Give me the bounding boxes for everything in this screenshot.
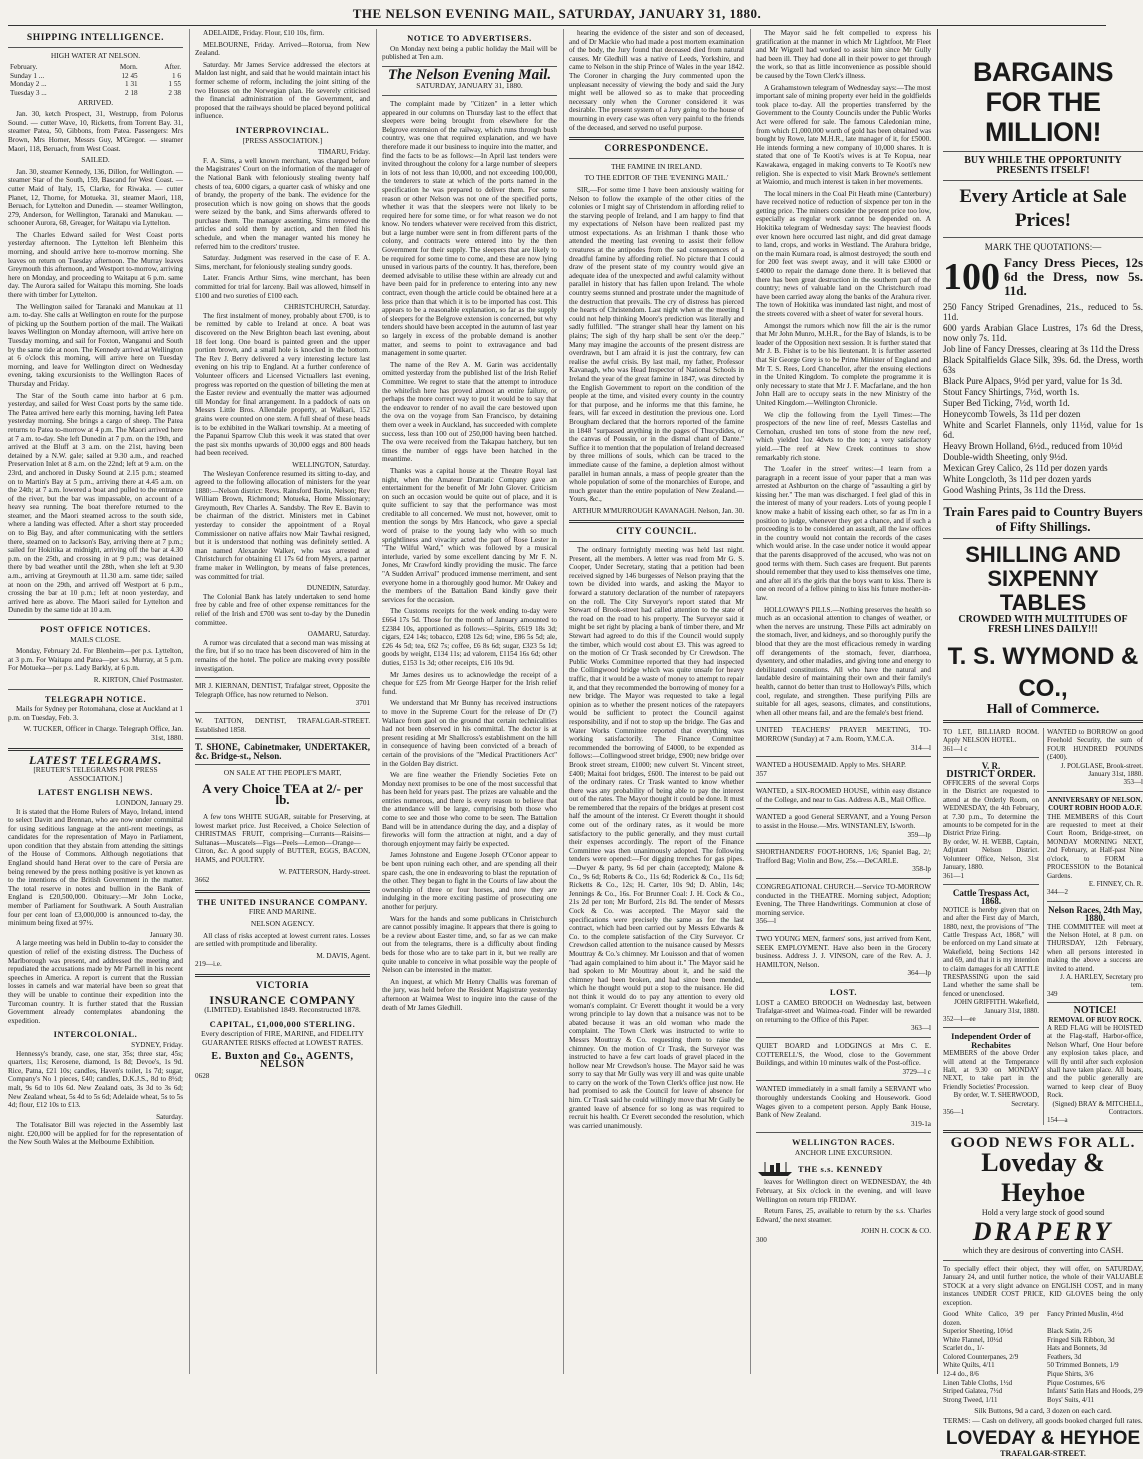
oamaru-news: A rumor was circulated that a second man was missing at the fire, but if so no trace has been discovered of him in the remains of the hotel. The police are making every possible investigation. bbox=[195, 638, 370, 673]
drapery-price: Fancy Printed Muslin, 4½d bbox=[1047, 1309, 1124, 1318]
columns bbox=[8, 29, 1143, 1459]
divider bbox=[569, 520, 744, 523]
holloway-ad: HOLLOWAY'S PILLS.—Nothing preserves the health so much as an occasional attention to changes of weather, or when the nerves are unstrung. These Pills act admirably on the stomach, liver, and kidneys, and so thoroughly purify the blood that they are the most efficacious remedy in warding off derangements of the stomach, fever, diarrhoea, dysentery, and other maladies, and giving tone and energy to debilitated constitutions. All who have the natural and laudable desire of maintaining their own and their family's health, cannot do better than trust to Holloway's Pills, which cool, regulate, and strengthen. These purifying Pills are suitable for all ages, seasons, climates, and constitutions, when all other means fail, and are the female's best friend. bbox=[756, 605, 931, 717]
drapery-price: White Flannel, 10½d bbox=[943, 1335, 1003, 1344]
drapery-price: Superior Sheeting, 10½d bbox=[943, 1327, 1013, 1336]
rechabites-body: MEMBERS of the above Order will attend at the Temperance Hall, at 9.30 on MONDAY NEXT, to take part in the Friendly Societies' Procession. bbox=[943, 1049, 1039, 1091]
notices-right bbox=[1043, 728, 1143, 1125]
oconnor-news: James Johnstone and Eugene Joseph O'Conor appear to be bent upon ruining each other, and are spending all their spare cash, the one in endeavoring to blast the reputation of the other. They began to fight in the Courts of law about the ownership of three or four horses, and now they are indulging in the more exciting pastime of prosecuting one another for perjury. bbox=[382, 851, 557, 911]
shorthorn-ad: SHORTHANDERS' FOOT-HORNS, 1/6; Spaniel Bag, 2/; Trafford Bag; Violin and Bow, 25s.—DeCARLE. bbox=[756, 848, 931, 865]
dateline: January 30. bbox=[149, 930, 183, 939]
price-item: Good Washing Prints, 3s 11d the Dress. bbox=[943, 485, 1086, 495]
christchurch-news: The first instalment of money, probably about £700, is to be remitted by cable to Ireland at once. A boat was discovered on the New Brighton beach last evening, about 18 feet long. One board is painted green and the upper portion brown, and a small hole is knocked in the bottom. The Rev J. Berry delivered a very interesting lecture last evening on his trip to England. At a further conference of Volunteer officers and Licensed Victuallers last evening, progress was reported on the question of billeting the men at the Easter review and eventually the matter was adjourned till Monday for final arrangement. In a paddock of oats on Messrs Little Bros. Allendale property, at Walkari, 152 grains were counted on one stem. A full sheaf of these heads is to be exhibited in the Walkari township. At a meeting of the Papanui Sparrow Club this week it was stated that over the past six months upwards of 30,000 eggs and 800 heads had been received. bbox=[195, 311, 370, 458]
buoy-title: REMOVAL OF BUOY ROCK. bbox=[1048, 1015, 1142, 1024]
price-item: Black Spitalfields Glace Silk, 39s. 6d. the Dress, worth 63s bbox=[943, 355, 1143, 375]
lost-title: LOST. bbox=[829, 986, 858, 997]
mark-quotations: MARK THE QUOTATIONS:— bbox=[984, 242, 1102, 252]
drapery-price: Black Satin, 2/6 bbox=[1047, 1327, 1092, 1336]
drapery-price: 12-4 do., 8/6 bbox=[943, 1370, 979, 1379]
drapery-word: DRAPERY bbox=[972, 1216, 1114, 1246]
wellington-news: The Wesleyan Conference resumed its sitting to-day, and agreed to the following allocation of ministers for the year 1880:—Nelson district: Revs. Rainsford Bavin, Nelson; Rev William Brown, Richmond; Motueka, Home Missionary; Greymouth, Rev Charles A. Sandsby. The Rev E. Bavin to be chairman of the district. Ministers met in Cabinet yesterday to consider the appointment of a Royal Commissioner on native affairs now Mair Tawhai resigned, but it is understood that nothing was definitely settled. A man named Alexander Walker, who was arrested at Christchurch for obtaining £1 17s 6d from Myers, a partner frame maker in Wellington, by means of false pretences, was committed for trial. bbox=[195, 469, 370, 581]
ad-number: 361—1 bbox=[943, 871, 964, 880]
dateline: TIMARU, Friday. bbox=[317, 148, 370, 157]
ad-number: 358-lp bbox=[912, 865, 931, 874]
price-item: White Longcloth, 3s 11d per dozen yards bbox=[943, 474, 1092, 484]
united-sub: FIRE AND MARINE. bbox=[248, 907, 317, 917]
divider bbox=[195, 890, 370, 893]
divider bbox=[756, 982, 931, 983]
famine-letter: SIR,—For some time I have been anxiously waiting for Nelson to follow the example of the other cities of the colonies or I might say of Christendom in affording relief to the starving people of Ireland, and I am happy to find that my expectations of Nelson have been realized past my utmost expectations. As an Irishman I thank those who attended the meeting last evening to assist their fellow creatures at the antipodes from the sad consequences of a dreadful famine by affording relief. No picture that I could draw of the present state of my country would give an adequate idea of the unexpected and awful calamity without parallel in history that has fallen upon Ireland. The whole country seems stunned and prostrate under the magnitude of the destruction that prevails. The cry of distress has pierced the hearts of Christendom. Last night when at the meeting I could not help thinking Moore's prediction was literally and sadly fulfilled. "The stranger shall hear thy lament on his plains; The sigh of thy harp shall be sent o'er the deep." Many may imagine the accounts of the present distress are overdrawn, but I am afraid it is just the contrary, few can realise the awful crisis. By last mail, my father, Professor Kavanagh, who was Head Inspector of National Schools in Ireland the year of the great famine in 1847, was directed by the English Government to report on the condition of the people at the time, and visited every county in the country for that purpose, and he informs me that this famine, he fears, will far exceed in destitution the previous one. Lord Brougham declared that the horrors reported of the famine in 1848 "surpassed anything in the pages of Thucydides, or the canvas of Poussin, or in the dismal chant of Dante." Suffice it to mention that the population of Ireland decreased by three millions of souls, which can be traced to the immediate cause of the famine, a depletion almost without parallel in human annals, a mass of people greater than the whole population of some of the monarchies of Europe, and much greater than the entire population of New Zealand.—Yours, &c., bbox=[569, 185, 744, 504]
divider bbox=[943, 884, 1039, 885]
divider bbox=[943, 538, 1143, 539]
column-4 bbox=[563, 29, 744, 1374]
silk-buttons: Silk Buttons, 9d a card, 3 dozen on each card. bbox=[974, 1406, 1112, 1416]
ad-number: 356—1 bbox=[943, 1108, 964, 1117]
wymond-name: T. S. WYMOND & CO., bbox=[947, 643, 1139, 702]
ad-number: 361—l c bbox=[943, 744, 968, 753]
bargains-headline: BARGAINS FOR THE MILLION! bbox=[972, 57, 1113, 147]
divider bbox=[195, 677, 370, 678]
vr-mark: V. R. bbox=[981, 761, 1001, 772]
divider bbox=[382, 95, 557, 96]
lyell-news: We clip the following from the Lyell Times:—The prospectors of the new line of reef, Messrs Castellas and Cernohan, crushed ten tons of stone from the new reef, which yielded 1oz 4dwts to the ton; a very satisfactory yield.—The reef at New Creek continues to show remarkably rich stone. bbox=[756, 410, 931, 462]
wellington-races-title: WELLINGTON RACES. bbox=[791, 1137, 896, 1148]
timaru-news: Saturday. Judgment was reserved in the case of F. A. Sims, merchant, for feloniously stealing sundry goods. bbox=[195, 254, 370, 271]
divider bbox=[943, 720, 1143, 723]
notice-title: NOTICE! bbox=[1073, 1005, 1117, 1017]
english-news-title: LATEST ENGLISH NEWS. bbox=[38, 787, 153, 798]
divider bbox=[195, 974, 370, 977]
price-item: Heavy Brown Holland, 6½d., reduced from 10½d bbox=[943, 441, 1123, 451]
tide-cell: 2 38 bbox=[168, 88, 181, 97]
local-news: The local miners in the Coal Pit Heath mine (Canterbury) have received notice of reduction of sixpence per ton in the getting price. The miners consider the present price too low, especially as regular work cannot be depended on. A Hokitika telegram of Wednesday says: The heaviest floods ever known here occurred last night, and did great damage to land, crops, and works in Westland. The Arahura bridge, on the main Kumara road, is almost destroyed; the south end for 200 feet was swept away, and it will take £3000 or £4000 to repair the damage done there. It is believed that there has been great destruction in the southern part of the country; news of valuable land on the Christchurch road have been carried away along the banks of the Arahura river. The town of Hokitika was inundated last night, and most of the streets covered with a sheet of water for several hours. bbox=[756, 189, 931, 318]
divider bbox=[756, 808, 931, 809]
special-offer: To specially effect their object, they will offer, on SATURDAY, January 24, and until further notice, the whole of their VALUABLE STOCK at a very slight advance on ENGLISH COST, and in many instances UNDER COST PRICE, KID GLOVES being the only exception. bbox=[943, 1264, 1143, 1307]
tide-head: February. bbox=[10, 63, 38, 72]
crowded-line: CROWDED WITH MULTITUDES OF FRESH LINES DAILY!!! bbox=[958, 614, 1128, 635]
cattle-sign: JOHN GRIFFITH. Wakefield, January 31st, 1880. bbox=[954, 998, 1039, 1015]
ad-number: 357 bbox=[756, 769, 767, 778]
ship-fares: Return Fares, 25, available to return by the s.s. 'Charles Edward,' the next steamer. bbox=[756, 1207, 931, 1224]
converting-line: which they are desirous of converting into CASH. bbox=[962, 1245, 1124, 1255]
ad-number: 352—l—ee bbox=[943, 1015, 976, 1023]
notice-advertisers-title: NOTICE TO ADVERTISERS. bbox=[407, 33, 532, 43]
drapery-price: Boys' Suits, 4/11 bbox=[1047, 1395, 1095, 1404]
good-news: GOOD NEWS FOR ALL. bbox=[950, 1134, 1136, 1151]
divider bbox=[943, 757, 1039, 758]
buoy-sign: (Signed) BRAY & MITCHELL, Contractors. bbox=[1052, 1099, 1143, 1117]
column-6 bbox=[937, 29, 1143, 1459]
ad-number: 0628 bbox=[195, 1071, 210, 1080]
tide-cell: 1 55 bbox=[168, 80, 181, 89]
tide-cell: Monday 2 ... bbox=[10, 80, 47, 89]
united-insurance-title: THE UNITED INSURANCE COMPANY. bbox=[197, 896, 368, 907]
price-item: Double-width Sheeting, only 9½d. bbox=[943, 452, 1068, 462]
shipping-news: The Charles Edward sailed for West Coast ports yesterday afternoon. The Lyttelton left Blenheim this morning, and should arrive here to-morrow morning. She leaves on return on Tuesday afternoon. The Murray leaves Greymouth this afternoon, and Westport to-morrow, arriving here on Monday, and proceeding to Waitapu at 6 p.m. same day. The Aurora sailed for Waitapu this morning. She loads there with timber for Lyttelton. bbox=[8, 230, 183, 300]
tide-cell: 12 45 bbox=[121, 71, 138, 80]
loafer-news: The 'Loafer in the street' writes:—I learn from a paragraph in a recent issue of your paper that a man was arrested at Ashburton on the charge of "assaulting a girl by kissing her." The man was discharged. I feel glad of this in the interest of many of your readers. Lots of young people I know make a habit of kissing each other, so far as I'm in a position to judge, whenever they get a chance, and if such a proceeding is to be considered an assault, all the law offices in the country would not contain the records of the cases which would arise. In the case under notice it would appear that the parents disapproved of the accused, who was not on good terms with them. Such cases are frequent. But parents should remember that they used to kiss themselves one time, and after all it's the girls that the boys want to kiss. There is one on record of a fellow pining to kiss his future mother-in-law. bbox=[756, 465, 931, 602]
victoria-body: Every description of FIRE, MARINE, and FIDELITY GUARANTEE RISKS effected at LOWEST RATES. bbox=[201, 1029, 364, 1047]
every-article: Every Article at Sale Prices! bbox=[959, 186, 1127, 231]
price-item: Super Bed Ticking, 7½d, worth 1d. bbox=[943, 398, 1070, 408]
drapery-price: Infants' Satin Hats and Hoods, 2/9 bbox=[1047, 1387, 1143, 1396]
sale-heading: ON SALE AT THE PEOPLE'S MART, bbox=[223, 768, 342, 778]
price-item: Mexican Grey Calico, 2s 11d per dozen yards bbox=[943, 463, 1108, 473]
agency-heading: NELSON AGENCY. bbox=[250, 919, 315, 929]
divider bbox=[8, 47, 183, 48]
court-title: COURT ROBIN HOOD A.O.F. bbox=[1048, 804, 1142, 813]
two-young-men-ad: TWO YOUNG MEN, farmers' sons, just arrived from Kent, SEEK EMPLOYMENT. Have also been in the Grocery business. Address J. J. VINSON, care of the Rev. A. J. HAMILTON, Nelson. bbox=[756, 935, 931, 969]
divider bbox=[756, 1080, 931, 1081]
patterson-sign: W. PATTERSON, Hardy-street. bbox=[278, 867, 370, 876]
divider bbox=[195, 712, 370, 713]
inquest-news: hearing the evidence of the sister and son of deceased, and of Dr Mackie who had made a post mortem examination of the body, the Jury found that deceased died from natural causes. Mr Gledhill was a native of Leeds, Yorkshire, and came to Nelson in the ship Prince of Wales in the year 1842. The Coroner in charging the Jury commented upon the unpleasant necessity of viewing the body and said the Jury might well be allowed so as to make that proceeding necessary only when the Coroner considered it was desirable. The present system of a Jury going to the house of mourning in every case was often very painful to the friends of the deceased, and served no useful purpose. bbox=[569, 29, 744, 132]
timaru-news: F. A. Sims, a well known merchant, was charged before the Magistrates' Court on the information of the manager of the National Bank with feloniously stealing twenty half chests of tea, 6000 cigars, a quarter cask of whisky and one of brandy, the property of the bank. The evidence for the prosecution which is now going on shows that the goods were seized by the bank, and Sims afterwards offered to purchase them. The manager assenting, Sims removed the articles and sold them by auction, and then filed his schedule, and when the manager wanted his money he referred him to the creditors' trustee. bbox=[195, 156, 370, 251]
divider bbox=[756, 756, 931, 757]
nelson-races-sign: J. A. HARLEY, Secretary pro tem. bbox=[1060, 972, 1143, 990]
ad-number: 3729—l c bbox=[902, 1067, 931, 1076]
price-item: Job line of Fancy Dresses, clearing at 3s 11d the Dress bbox=[943, 344, 1140, 354]
tide-row bbox=[8, 72, 183, 81]
notices-left bbox=[943, 728, 1039, 1125]
buoy-body: A RED FLAG will be HOISTED at the Flag-staff, Harbor-office, Nelson Wharf, One Hour before any explosion takes place, and will fly until after such explosion shall have taken place. All boats, and the public generally are warned to keep clear of Buoy Rock. bbox=[1047, 1024, 1143, 1100]
victoria-sub: (LIMITED). Established 1849. Reconstructed 1878. bbox=[204, 1005, 361, 1015]
drapery-price: Fringed Silk Ribbon, 3d bbox=[1047, 1335, 1115, 1344]
ad-number: 344—2 bbox=[1047, 888, 1068, 897]
hundred-number: 100 bbox=[943, 256, 1000, 298]
notices-grid bbox=[943, 728, 1143, 1125]
shipping-title: SHIPPING INTELLIGENCE. bbox=[26, 33, 165, 43]
footer-street: TRAFALGAR-STREET. bbox=[1000, 1449, 1086, 1459]
buy-line: BUY WHILE THE OPPORTUNITY PRESENTS ITSELF! bbox=[964, 155, 1122, 176]
united-text: All class of risks accepted at lowest current rates. Losses are settled with promptitude and liberality. bbox=[195, 931, 370, 949]
ad-number: 314—l bbox=[911, 743, 931, 752]
grahamstown-news: A Grahamstown telegram of Wednesday says:—The most important sale of mining property ever held in the goldfields took place to-day. All the properties transferred by the Government to the County Councils under the Public Works Act were offered for sale. The famous Caledonian mine, from which £1,000,000 worth of gold has been obtained was bought by Rowe, late M.H.R., late manager of it, for £5000. He intends forming a new company of 10,000 shares. It is stated that one of Te Kooti's wives is at Te Kopua, near Kawakawa, engaged in making converts to Te Kooti's new religion. She is expected to visit Mark Browne's settlement at Waiomio, and much interest is taken in her movements. bbox=[756, 83, 931, 187]
ad-number: 300 bbox=[756, 1236, 767, 1245]
victoria-big: INSURANCE COMPANY bbox=[209, 992, 356, 1007]
price-item: 250 Fancy Striped Grenadines, 21s., reduced to 5s. 11d. bbox=[943, 302, 1143, 322]
shilling-tables: SHILLING AND SIXPENNY TABLES bbox=[965, 542, 1121, 615]
divider bbox=[756, 843, 931, 844]
prayer-ad: UNITED TEACHERS' PRAYER MEETING, TO-MORROW (Sunday) at 7 a.m. Room, Y.M.C.A. bbox=[756, 726, 931, 743]
hold-line: Hold a very large stock of good sound bbox=[981, 1207, 1105, 1217]
divider bbox=[1047, 901, 1143, 902]
lost-ad: LOST a CAMEO BROOCH on Wednesday last, between Trafalgar-street and Waimea-road. Finder will be rewarded on returning to the Office of this Paper. bbox=[756, 998, 931, 1024]
price-item: Stout Fancy Shirtings, 7½d, worth 1s. bbox=[943, 387, 1080, 397]
divider bbox=[943, 499, 1143, 500]
intercolonial-news: The Totalisator Bill was rejected in the Assembly last night. £20,000 will be applied for for the representation of the New South Wales at the Melbourne Exhibition. bbox=[8, 1121, 183, 1147]
divider bbox=[569, 158, 744, 159]
dateline: OAMARU, Saturday. bbox=[307, 630, 370, 639]
divider bbox=[1047, 1002, 1143, 1003]
congregational-ad: CONGREGATIONAL CHURCH.—Service TO-MORROW conducted in the THEATRE. Morning subject, Adoption; Evening, The Three Handwritings. Communion at close of morning service. bbox=[756, 883, 931, 917]
ship-name: THE s.s. KENNEDY bbox=[798, 1164, 884, 1175]
divider bbox=[756, 1132, 931, 1133]
dateline: SYDNEY, Friday. bbox=[131, 1040, 183, 1049]
ad-number: 359—lp bbox=[907, 830, 931, 839]
inquest-news: An inquest, at which Mr Henry Challis was foreman of the jury, was held before the Resident Magistrate yesterday afternoon at Waimea West to inquire into the cause of the death of Mr James Gledhill. bbox=[382, 977, 557, 1012]
drapery-prices bbox=[943, 1310, 1143, 1405]
drapery-price: Striped Galatea, 7½d bbox=[943, 1387, 1003, 1396]
ad-number: 349 bbox=[1047, 989, 1058, 998]
train-fares: Train Fares paid to Country Buyers of Fifty Shillings. bbox=[943, 504, 1143, 534]
billiard-ad: TO LET, BILLIARD ROOM. Apply NELSON HOTEL. bbox=[943, 728, 1039, 745]
ad-number: 353—l bbox=[1123, 778, 1143, 787]
victoria-title: VICTORIA bbox=[255, 981, 310, 991]
buxton-sign: E. Buxton and Co., AGENTS, NELSON bbox=[211, 1050, 354, 1071]
reuter-credit: [REUTER'S TELEGRAMS FOR PRESS ASSOCIATION.] bbox=[33, 765, 158, 783]
price-item: White and Scarlet Flannels, only 11½d, value for 1s 6d. bbox=[943, 420, 1143, 440]
ad-number: 363—l bbox=[911, 1024, 931, 1033]
press-credit: [PRESS ASSOCIATION.] bbox=[242, 135, 323, 145]
capital-line: CAPITAL, £1,000,000 STERLING. bbox=[209, 1018, 356, 1029]
customs-news: The Customs receipts for the week ending to-day were £664 17s 5d. Those for the month of January amounted to £2384 10s, apportioned as follows:—Spirits, £619 18s 3d; cigars, £24 14s; tobacco, £208 12s 6d; wine, £86 5s 5d; ale, £26 4s 5d; tea, £62 7s; coffee, £6 8s 6d; sugar, £323 5s 1d; goods by weight, £134 11s; ad valorem, £1154 16s 6d; other duties, £153 1s 3d; other receipts, £16 10s 9d. bbox=[382, 607, 557, 667]
drapery-price: Pique Shirts, 3/6 bbox=[1047, 1370, 1094, 1379]
editorial: The complaint made by "Citizen" in a letter which appeared in our columns on Thursday last to the effect that sleepers were being brought from elsewhere for the Belgrove extension of the railway, which runs through bush country, was one that required explanation, and we have therefore made it our business to inquire into the matter, and find the facts to be as follows:—In April last tenders were invited throughout the colony for a large number of sleepers in lots of not less than 10,000, and not exceeding 100,000, the tenderers to state at which of the ports named in the specification he was prepared to deliver them. For some reason or other Nelson was not one of the specified ports, whether it was that the sleepers were not likely to be required here for some time, or for what reason we do not know. No tenders whatever were received from this district, but a large number were sent in from different parts of the colony, and contracts were entered into by the then Government for their supply. The sleepers that are likely to be required for some time to come, and these are now lying unused in various parts of the country. It has, therefore, been deemed advisable to utilise these within are already cut and have been paid for in preference to entering into any new contract, even though the article could be obtained here at a less price than that which it is to be imported has cost. This appears to be a reasonable explanation, so far as the supply of sleepers for the Belgrove extension is concerned, but why tenders should have been accepted in the autumn of last year so largely in excess of the probable demand is another matter, and seems to point to extravagance and bad management in some quarter. bbox=[382, 99, 557, 358]
tea-ad bbox=[195, 782, 370, 809]
interprovincial-title: INTERPROVINCIAL. bbox=[235, 124, 330, 135]
rechabites-title: Independent Order of Rechabites bbox=[951, 1031, 1031, 1050]
divider bbox=[756, 721, 931, 722]
steamer-icon bbox=[756, 1160, 794, 1178]
notice-advertisers-text: On Monday next being a public holiday the Mail will be published at Ten a.m. bbox=[382, 44, 557, 62]
tide-cell: 1 31 bbox=[125, 80, 138, 89]
divider bbox=[943, 237, 1143, 238]
tide-cell: Tuesday 3 ... bbox=[10, 88, 47, 97]
divider bbox=[569, 137, 744, 140]
divider bbox=[756, 1037, 931, 1038]
nelson-races-title: Nelson Races, 24th May, 1880. bbox=[1048, 904, 1142, 924]
english-news: It is stated that the Home Rulers of Mayo, Ireland, intend to select Davitt and Brennan, who are now under committal for using seditious language at the anti-rent meetings, as candidates for the representation of Mayo in Parliament, upon condition that they abstain from attending the sittings of the House of Commons. Although negotiations that England should hand Herat over to the care of Persia are being renewed by the press nothing positive is yet known as to the intentions of the British Government in the matter. The total reserve in notes and bullion in the Bank of England is £20,500,000. Obituary:—Mr John Locke, member of Parliament for Southwark. A South Australian four per cent loan of £3,000,000 is announced to-day, the minimum being fixed at 97½. bbox=[8, 807, 183, 928]
cattle-body: NOTICE is hereby given that on and after the First day of March, 1880, next, the provisions of "The Cattle Trespass Act, 1868," will be enforced on my Land situate at Wakefield, being Sections 142 and 69, and that it is my intention to claim damages for all CATTLE TRESPASSING upon the said Land whether the same shall be fenced or unenclosed. bbox=[943, 905, 1039, 998]
column-1 bbox=[8, 29, 183, 1374]
cattle-title: Cattle Trespass Act, 1868. bbox=[952, 887, 1030, 907]
housemaid-ad: WANTED a HOUSEMAID. Apply to Mrs. SHARP. bbox=[756, 761, 906, 770]
price-list bbox=[943, 302, 1143, 495]
column-5 bbox=[750, 29, 931, 1374]
servant-wanted-ad: WANTED immediately in a small family a SERVANT who thoroughly understands Cooking and Housework. Good Wages given to a competent person. Apply Bank House, Bank of New Zealand. bbox=[756, 1085, 931, 1120]
divider bbox=[756, 782, 931, 783]
bunny-news: We understand that Mr Bunny has received instructions to move in the Supreme Court for the release of Dr (?) Wallace from gaol on the ground that certain technicalities had not been observed in his committal. The doctor is at present residing at Mr Shallcross's establishment on the hill in consequence of having been convicted of a breach of certain of the provisions of the "Medical Practitioners Act" in the Golden Bay district. bbox=[382, 699, 557, 768]
price-item: Black Pure Alpacs, 9½d per yard, value for 1s 3d. bbox=[943, 376, 1123, 386]
drapery-price: Strong Tweed, 1/11 bbox=[943, 1395, 998, 1404]
tide-table bbox=[8, 63, 183, 97]
drapery-price: Good White Calico, 3/9 per dozen. bbox=[943, 1309, 1039, 1327]
famine-sign: ARTHUR M'MURROUGH KAVANAGH. Nelson, Jan. 30. bbox=[572, 506, 744, 515]
ship-body: leaves for Wellington direct on WEDNESDAY, the 4th February, at Six o'clock in the evening, and will leave Wellington on return trip FRIDAY. bbox=[756, 1178, 931, 1204]
tea-line: A very Choice TEA at 2/- per lb. bbox=[202, 780, 363, 807]
dateline: LONDON, January 29. bbox=[115, 798, 183, 807]
telegraph-sign: W. TUCKER, Officer in Charge. Telegraph Office, Jan. 31st, 1880. bbox=[23, 725, 183, 742]
city-council-title: CITY COUNCIL. bbox=[616, 527, 697, 538]
cock-sign: JOHN H. COCK & CO. bbox=[861, 1227, 931, 1236]
city-council-report: The ordinary fortnightly meeting was held last night. Present, all the members. A letter was read from Mr G. S. Cooper, Under Secretary, stating that a petition had been received signed by 146 burgesses of Nelson praying that the town be divided into wards, and asking the Mayor to forward a statutory declaration of the number of ratepayers on the roll. The City Surveyor's report stated that Mr Stewart of Brook-street had called attention to the state of the road on the road to his property. The Surveyor said it might be set right by placing a bank of timber there, and Mr Stewart had agreed to do this if the Council would supply the timber, which would cost about £3. This was agreed to on the motion of Cr Trask seconded by Cr Crewdson. The Public Works Committee reported that they had inspected the Collingwood bridge which was quite unsafe for heavy traffic, that it would be a waste of money to attempt to repair it, and that they recommended the borrowing of money for a new bridge. The Mayor was requested to take a legal opinion as to whether the present notices of the ratepayers would be sufficient to protect the Council against responsibility, and if not to stop up the bridge. The Gas and Water Works Committee reported that everything was working satisfactorily. The Finance Committee recommended the borrowing of £4000, to be expended as follows:—Collingwood street bridge, £900; new bridge over Brook street stream, £1000; new culvert St. Vincent street, £400; Maitai foot bridges, £600. The interest to be paid out of the ordinary rates. Cr Trask wanted to know whether there was any probability of being able to pay the interest out of the rates. The Mayor thought it could be done. It must be remembered that the repairs of the bridges at present cost half the amount of the interest. Cr Everett thought it should come out of the ordinary rates, as it would be more satisfactory to the public generally, and they must curtail their expenses accordingly. The report of the Finance Committee was then unanimously adopted. The following tenders were opened:—For digging trenches for gas pipes.—Dwyer & party, 9s 6d per chain (accepted); Malone & Co., 9s 6d; Roberts & Co., 11s 6d; Roderick & Co., 11s 6d; Ricketts & Co., 12s; H. Carter, 10s 9d; D. Ablin, 14s; Jennings & Co., 16s. For Brunner Coal: J. H. Cock & Co., 21s 2d per ton; Mr Burford, 21s 8d. The tender of Messrs Cock & Co. was accepted. The Mayor said the specifications were precisely the same as for the last contract, which had been carried out by Messrs Edwards & Co. to the complete satisfaction of the City Surveyor. Cr Crewdson called attention to the nuisance caused by Messrs Mouttray & Co.'s chimney. Mr Louisson and that of women "had again complained to him about it." The Mayor said he had spoken to Mr Mouttray about it, and he said the chimney had been broken, and had since been mended, which he thought would put a stop to the nuisance. He did not think it would do to pay any attention to every old woman's complaint. Cr Everett thought it would be a very wrong principle to lay down that a nuisance was not to be abated because it was an old woman who made the complaint. The Town Clerk was instructed to write to Messrs Mouttray & Co. requesting them to raise the chimney. On the motion of Cr Trask, the Surveyor was instructed to have a few cart loads of gravel placed in the hollow near Mr Crewdson's house. The Mayor said he was sorry to say that Mr Gully was very ill and was quite unable to carry on the work of the Town Clerk's office just now. He had promised to ask the Council for leave of absence for him. Cr Trask said he could willingly move that Mr Gully be granted leave of absence for so long as was required to recruit his health. Cr Everett seconded the resolution, which was carried unanimously. bbox=[569, 546, 744, 1130]
telegraph-text: Mails for Sydney per Rotomahana, close at Auckland at 1 p.m. on Tuesday, Feb. 3. bbox=[8, 705, 183, 722]
intercolonial-title: INTERCOLONIAL. bbox=[53, 1029, 138, 1040]
dateline: WELLINGTON, Saturday. bbox=[292, 460, 370, 469]
tide-header-row bbox=[8, 63, 183, 72]
drapery-price: 50 Trimmed Bonnets, 1/9 bbox=[1047, 1361, 1119, 1370]
famine-to: TO THE EDITOR OF THE 'EVENING MAIL.' bbox=[584, 173, 729, 183]
anchor-line-title: ANCHOR LINE EXCURSION. bbox=[794, 1147, 893, 1157]
tide-head: Morn. bbox=[119, 63, 138, 72]
district-order-title: DISTRICT ORDER. bbox=[946, 768, 1036, 780]
tide-head: After. bbox=[164, 63, 181, 72]
mayor-news: The Mayor said he felt compelled to express his gratification at the manner in which Mr Lightfoot, Mr Fleet and Mr Wigzell had worked to assist him since Mr Gully had been ill. They had done all in their power to get through the work, so that as little inconvenience as possible should be caused by the Town Clerk's illness. bbox=[756, 29, 931, 80]
shipping-news: The Star of the South came into harbor at 6 p.m. yesterday, and sailed for West Coast ports by the same tide. The Patea arrived here early this morning, having left Patea yesterday morning. She brings a cargo of sheep. The Patea returns to Patea to-morrow at 4 p.m. The Maori arrived here at 7 a.m. to-day. She left Dunedin at 7 p.m. on the 19th, and arrived at the Bluff at 3 a.m. on the 21st, having been detained by a N.W. gale; sailed at 9.30 a.m., and reached Preservation Inlet at 8 a.m. on the 22nd; left at 9 a.m. on the 23rd, and anchored in Dusky Sound at 2.15 p.m.; steamed on to Martin's Bay at 5 p.m., arriving there at 4.45 a.m. on the 24th; at 7 a.m. lowered a boat and pulled to the entrance of the river, but the bar was impassable, on account of a heavy sea running. The boat therefore returned to the steamer, and the Maori steamed across to the south side, where a landing was effected. After a short stay proceeded on to Big Bay, and after communicating with the settlers there, steamed on to Jackson's Bay, arriving there at 7 p.m.; sailed for Hokitika at midnight, arriving off the bar at 4.30 p.m. on the 25th, and crossing in at 9 p.m.; was detained there by bad weather until the 28th, when she left at 9.30 a.m., arriving at Greymouth at 11.30 a.m. same tide; sailed at noon on the 29th, and arrived off Westport at 6 p.m., crossing the bar at 10 p.m.; left at noon yesterday, and arrived here as above. The Maori sailed for Lyttelton and Dunedin by the same tide at 10 a.m. bbox=[8, 391, 183, 615]
hundred-line bbox=[943, 256, 1143, 298]
shone-ad: T. SHONE, Cabinetmaker, UNDERTAKER, &c. Bridge-st., Nelson. bbox=[195, 742, 370, 761]
davis-sign: M. DAVIS, Agent. bbox=[316, 951, 370, 960]
district-order-sign: By order, W. H. WEBB, Captain, Adjutant Nelson District. Volunteer Office, Nelson, 31st January, 1880. bbox=[943, 837, 1039, 872]
arrived-heading: ARRIVED. bbox=[77, 97, 114, 107]
drapery-price: Pique Costumes, 6/6 bbox=[1047, 1378, 1105, 1387]
ad-number: 219—i.e. bbox=[195, 960, 222, 969]
servant-ad: WANTED a good General SERVANT, and a Young Person to assist in the House.—Mrs. WINSTANLEY, Is'worth. bbox=[756, 813, 931, 831]
tatton-ad: W. TATTON, DENTIST, TRAFALGAR-STREET. Established 1858. bbox=[195, 716, 370, 734]
hundred-text: Fancy Dress Pieces, 12s 6d the Dress, now 5s. 11d. bbox=[1004, 255, 1143, 298]
ad-number: 364—lp bbox=[907, 969, 931, 978]
ad-number: 154—a bbox=[1047, 1116, 1068, 1125]
divider bbox=[943, 1130, 1143, 1133]
divider bbox=[756, 930, 931, 931]
melbourne-news: Saturday. Mr James Service addressed the electors at Maldon last night, and said that he would maintain intact his former scheme of reform, including the joint sitting of the two Houses on the Norwegian plan. He severely criticised the financial administration of the Government, and proposed that the railways should be placed beyond political influence. bbox=[195, 60, 370, 121]
divider bbox=[8, 619, 183, 620]
column-3 bbox=[376, 29, 557, 1374]
drapery-price: Colored Counterpanes, 2/9 bbox=[943, 1352, 1019, 1361]
column-2 bbox=[189, 29, 370, 1374]
tide-cell: 2 18 bbox=[125, 88, 138, 97]
drapery-price: Hats and Bonnets, 3d bbox=[1047, 1344, 1107, 1353]
famine-title: THE FAMINE IN IRELAND. bbox=[610, 161, 703, 171]
tide-cell: 1 6 bbox=[172, 71, 181, 80]
post-office-title: POST OFFICE NOTICES. bbox=[40, 624, 151, 634]
terms-line: TERMS: — Cash on delivery, all goods booked charged full rates. bbox=[943, 1416, 1143, 1426]
correspondence-title: CORRESPONDENCE. bbox=[604, 144, 709, 155]
james-news: Mr James desires us to acknowledge the receipt of a cheque for £25 from Mr George Harper for the Irish relief fund. bbox=[382, 670, 557, 696]
tide-cell: Sunday 1 ... bbox=[10, 71, 45, 80]
drapery-price: Linen Table Cloths, 1½d bbox=[943, 1378, 1013, 1387]
intercolonial-news: Hennessy's brandy, case, one star, 35s; three star, 45s; quarters, 11s; Kerosene, diamond, 1s 8d; Devoe's, 1s 9d. Rice, Patna, £21 10s; candles, Haven's toilet, 1s 7d; sugar, Company's No 1 pieces, £40; candles, D.K.J.S., 8d to 8½d; malt, 9s 6d to 10s 6d. New Zealand oats, 3s 3d to 3s 6d; New Zealand wheat, 5s 4d to 5s 6d; Adelaide wheat, 5s to 5s 4d; flour, £12 10s to £13. bbox=[8, 1049, 183, 1110]
divider bbox=[756, 878, 931, 879]
rumors-news: Amongst the rumors which now fill the air is the rumor that Mr John Munro, M.H.R., for the Bay of Islands, is to be leader of the Opposition next session. It is further stated that Mr J. B. Fisher is to be his lieutenant. It is further asserted that Sir George Grey is to be Prime Minister of England and Mr T. S. Rees, Lord Chancellor, after the ensuing elections in the United Kingdom. To complete the programme it is only necessary to state that Mr J. F. Macfarlane, and the hon John Hall are to occupy seats in the new Ministry of the United Kingdom.—Wellington Chronicle. bbox=[756, 321, 931, 407]
tide-title: HIGH WATER AT NELSON. bbox=[50, 50, 141, 60]
nelson-races-body: THE COMMITTEE will meet at the Nelson Hotel, at 8 p.m. on THURSDAY, 12th February, when all persons interested in making the above a success are invited to attend. bbox=[1047, 922, 1143, 973]
drapery-price: Scarlet do., 1/- bbox=[943, 1344, 985, 1353]
sailed-text: Jan. 30, steamer Kennedy, 136, Dillon, for Wellington. — steamer Star of the South, 159, Bascand for West Coast. — cutter Maid of Italy, 15, Clarke, for Riwaka. — cutter Planet, 12, Thorne, for Motueka. 31, steamer Maori, 118, Beruach, for Lyttelton and Dunedin. — steamer Wellington, 279, Anderson, for Wellington, Taranaki and Manukau. — schooner Aurora, 68, Greager, for Waitapu via Lyttelton. bbox=[8, 167, 183, 228]
sixroom-ad: WANTED, a SIX-ROOMED HOUSE, within easy distance of the College, and near to Gas. Address A.B., Mail Office. bbox=[756, 787, 931, 804]
paper-date: SATURDAY, JANUARY 31, 1880. bbox=[416, 81, 523, 91]
rechabites-sign: By order, W. T. SHERWOOD, Secretary. bbox=[953, 1091, 1039, 1108]
melbourne-news: MELBOURNE, Friday. Arrived—Rotorua, from New Zealand. bbox=[195, 40, 370, 58]
court-sign: E. FINNEY, Ch. R. bbox=[1088, 879, 1143, 888]
sale-text: A few tons WHITE SUGAR, suitable for Preserving, at lowest market price. Just Received, a Choice Selection of CHRISTMAS FRUIT, comprising—Currants—Raisins—Sultanas—Muscatels—Figs—Peels—Lemon—Orange—Citron, &c. A good supply of BUTTER, EGGS, BACON, HAMS, and POULTRY. bbox=[195, 813, 370, 865]
divider bbox=[8, 689, 183, 690]
drapery-price: Feathers, 3d bbox=[1047, 1352, 1082, 1361]
footer-name: LOVEDAY & HEYHOE bbox=[945, 1428, 1141, 1450]
divider bbox=[943, 151, 1143, 152]
divider bbox=[943, 1260, 1143, 1261]
ad-number: 3662 bbox=[195, 876, 210, 885]
divider bbox=[569, 541, 744, 542]
divider bbox=[8, 748, 183, 751]
divider bbox=[943, 1027, 1039, 1028]
tide-row bbox=[8, 80, 183, 89]
ad-number: 3701 bbox=[355, 699, 370, 708]
editorial: Thanks was a capital house at the Theatre Royal last night, when the Amateur Dramatic Company gave an entertainment for the benefit of Mr John Glover. Criticism on such an occasion would be quite out of place, and it is quite sufficient to say that the performance was most creditable to all concerned. We must not, however, omit to mention the songs by Mrs Hancock, who gave a special word of praise to the young lady who with so much sprightliness and vivacity acted the part of Rose Lester in "The Wilful Ward," which was followed by a musical interlude, varied by some excellent dancing by Mr F. N. Jones, Mr Crawford kindly providing the music. The farce "A Sudden Arrival" produced immense merriment, and sent everyone home in a thoroughly good humor. Mr Oakey and the members of the Battalion Band kindly gave their services for the occasion. bbox=[382, 466, 557, 604]
english-news: A large meeting was held in Dublin to-day to consider the question of relief of the existing distress. The Duchess of Marlborough was present, and addressed the meeting and repudiated the accusations made by Mr Parnell in his recent speeches in America. A report is current that the Russian losses in camels and war material have been so great that they will be unable to continue their expedition into the Turcoman country. It is further stated that the Russian Government already contemplates abandoning the expedition. bbox=[8, 939, 183, 1025]
arrived-text: Jan. 30, ketch Prospect, 31, Westrupp, from Polorus Sound. — cutter Wave, 10, Ricketts, from Torrent Bay. 31, steamer Patea, 50, Gibbons, from Patea. Passengers: Mrs Brown, Mrs Horner, Messrs Guy, M'Gregor. — steamer Maori, 118, Beruach, from West Coast. bbox=[8, 110, 183, 153]
adelaide-news: ADELAIDE, Friday. Flour, £10 10s, firm. bbox=[203, 29, 325, 37]
war-news: Wars for the hands and some publicans in Christchurch are cannot possibly imagine. It appears that there is going to be a review about Easter time, and, so far as we can make out from the telegrams, there is a difficulty about finding beds for those who are to take part in it, but we really are quite unable to conceive in what possible way the people of Nelson can be interested in the matter. bbox=[382, 914, 557, 975]
mails-heading: MAILS CLOSE. bbox=[70, 634, 121, 644]
latest-telegrams-title: LATEST TELEGRAMS. bbox=[29, 752, 162, 767]
tide-row bbox=[8, 89, 183, 98]
drapery-price: White Quilts, 4/11 bbox=[943, 1361, 995, 1370]
borrow-ad: WANTED to BORROW on good Freehold Security, the sum of FOUR HUNDRED POUNDS (£400). bbox=[1047, 728, 1143, 762]
masthead: THE NELSON EVENING MAIL, SATURDAY, JANUARY 31, 1880. bbox=[8, 4, 1106, 26]
dateline: CHRISTCHURCH, Saturday. bbox=[284, 303, 370, 312]
loveday-title: Loveday & Heyhoe bbox=[981, 1147, 1105, 1207]
quiet-board-ad: QUIET BOARD and LODGINGS at Mrs C. E. COTTERELL'S, the Wood, close to the Government Buildings, and within 10 minutes walk of the Post-office. bbox=[756, 1041, 931, 1068]
anniversary-title: ANNIVERSARY OF NELSON. bbox=[1047, 795, 1143, 804]
divider bbox=[195, 738, 370, 739]
court-body: THE MEMBERS of this Court are requested to meet at their Court Room, Bridge-street, on MONDAY MORNING NEXT, 2nd February, at Half-past Nine o'clock, to FORM a PROCESSION to the Botanical Gardens. bbox=[1047, 812, 1143, 880]
shipping-news: The Wellington sailed for Taranaki and Manukau at 11 a.m. to-day. She calls at Wellington en route for the purpose of picking up the Southern portion of the mail. The Waikati leaves Wellington on Monday afternoon, will arrive here on Tuesday morning, and sail for Foxton, Wanganui and South by the same tide at noon. The Kennedy arrived at Wellington at 6 o'clock this morning, will arrive here on Tuesday morning, and leave for Wellington direct on Wednesday evening, taking excursionists to the Wellington Races of Thursday and Friday. bbox=[8, 302, 184, 388]
ad-number: 319-1a bbox=[911, 1119, 931, 1128]
kiernan-ad: MR J. KIERNAN, DENTIST, Trafalgar street, Opposite the Telegraph Office, has now returned to Nelson. bbox=[195, 682, 370, 699]
price-item: 600 yards Arabian Glace Lustres, 17s 6d the Dress, now only 7s. 11d. bbox=[943, 323, 1143, 343]
divider bbox=[195, 764, 370, 765]
postmaster-sign: R. KIRTON, Chief Postmaster. bbox=[93, 675, 183, 684]
mails-text: Monday, February 2d. For Blenheim—per p.s. Lyttelton, at 3 p.m. For Waitapu and Patea—per s.s. Murray, at 5 p.m. For Motueka—per p.s. Lady Barkly, at 6 p.m. bbox=[8, 647, 183, 673]
paper-title: The Nelson Evening Mail. bbox=[387, 66, 552, 83]
steamer-row bbox=[756, 1160, 931, 1178]
sailed-heading: SAILED. bbox=[81, 155, 110, 165]
telegraph-title: TELEGRAPH NOTICE. bbox=[44, 693, 147, 704]
price-item: Honeycomb Towels, 3s 11d per dozen bbox=[943, 409, 1081, 419]
dunedin-news: The Colonial Bank has lately undertaken to send home free by cable and free of other expense remittances for the relief of the Irish and £700 was sent to-day by the Dunedin committee. bbox=[195, 592, 370, 627]
district-order-body: OFFICERS of the several Corps in the District are requested to attend at the Orderly Room, on WEDNESDAY, the 4th February, at 7.30 p.m., To determine the amounts to be competed for in the District Prize Firing. bbox=[943, 779, 1039, 838]
borrow-sign: J. POLGLASE, Brook-street. January 31st, 1880. bbox=[1060, 761, 1143, 779]
divider bbox=[1047, 791, 1143, 792]
hall-of-commerce: Hall of Commerce. bbox=[986, 702, 1100, 717]
ad-number: 356—l bbox=[756, 917, 776, 926]
editorial: The name of the Rev A. M. Garin was accidentally omitted yesterday from the published list of the Irish Relief Committee. We regret to state that the attempt to introduce the whitefish here has proved almost an entire failure, or perhaps the more correct way to put it would be to say that the endeavor to render of no avail the care bestowed upon the ova on the voyage from San Francisco, by detaining them over a week in Auckland, has succeeded with complete success, less than 100 out of 250,000 having been hatched. The ova were received from the Takapau hatchery, but ten times the number of eggs have been hatched in the meantime. bbox=[382, 360, 557, 464]
dateline: Saturday. bbox=[156, 1112, 183, 1121]
dateline: DUNEDIN, Saturday. bbox=[306, 584, 370, 593]
divider bbox=[943, 180, 1143, 181]
timaru-news: Later. Francis Arthur Sims, wine merchant, has been committed for trial for larceny. Bail was allowed, himself in £100 and two sureties of £100 each. bbox=[195, 274, 370, 300]
friendly-news: We are fine weather the Friendly Societies Fete on Monday next promises to be one of the most successful that has been held for years past. The prizes are valuable and the entries numerous, and there is every reason to believe that the attendance will be large, comprising both those who come to see and those who come to be seen. The Battalion Band will be in attendance during the day, and a display of fireworks will form the attraction at night, and a day of thorough enjoyment may fairly be expected. bbox=[382, 771, 557, 848]
